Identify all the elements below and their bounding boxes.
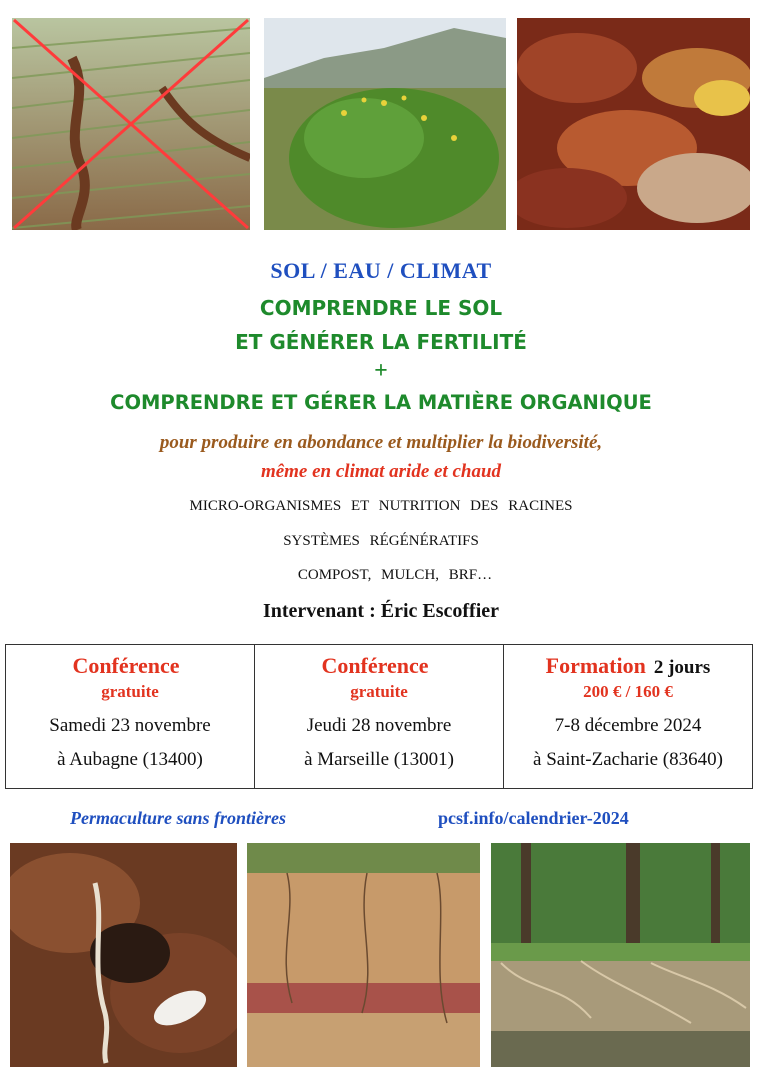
event-price: gratuite: [350, 682, 408, 701]
event-price: 200 € / 160 €: [583, 682, 673, 701]
event-place: à Saint-Zacharie (83640): [533, 749, 723, 770]
events-table: [5, 644, 753, 789]
speaker: Intervenant : Éric Escoffier: [262, 600, 500, 622]
event-saint-zacharie: [503, 645, 752, 788]
event-date: Samedi 23 novembre: [49, 715, 211, 736]
photo-eroded-field: [12, 18, 250, 230]
photo-eroded-riverbank: [491, 843, 750, 1067]
topic-systemes-regeneratifs: SYSTÈMES RÉGÉNÉRATIFS: [283, 533, 479, 549]
topic-compost: COMPOST, MULCH, BRF…: [297, 567, 493, 583]
photo-green-cover-crop: [264, 18, 506, 230]
event-place: à Aubagne (13400): [57, 749, 203, 770]
heading-fertilite: ET GÉNÉRER LA FERTILITÉ: [235, 330, 527, 354]
topic-micro-organismes: MICRO-ORGANISMES ET NUTRITION DES RACINES: [189, 498, 573, 514]
website-link[interactable]: pcsf.info/calendrier-2024: [438, 808, 629, 828]
organization-name: Permaculture sans frontières: [70, 808, 287, 828]
photo-autumn-leaves: [517, 18, 750, 230]
event-marseille: [254, 645, 503, 788]
photo-soil-profile: [247, 843, 480, 1067]
heading-comprendre-sol: COMPRENDRE LE SOL: [259, 296, 503, 320]
event-price: gratuite: [101, 682, 159, 701]
event-place: à Marseille (13001): [304, 749, 454, 770]
heading-plus: +: [374, 358, 388, 384]
event-title: Conférence: [321, 653, 429, 678]
subtitle-climat-aride: même en climat aride et chaud: [260, 461, 502, 482]
event-date: 7-8 décembre 2024: [554, 715, 702, 736]
event-title: Formation 2 jours: [545, 653, 711, 678]
event-title: Conférence: [72, 653, 180, 678]
event-aubagne: [6, 645, 254, 788]
heading-matiere-organique: COMPRENDRE ET GÉRER LA MATIÈRE ORGANIQUE: [110, 391, 652, 414]
heading-sol-eau-climat: SOL / EAU / CLIMAT: [270, 258, 492, 283]
subtitle-abondance: pour produire en abondance et multiplier la biodiversité,: [159, 432, 603, 453]
event-date: Jeudi 28 novembre: [306, 715, 452, 736]
photo-soil-microfauna: [10, 843, 237, 1067]
